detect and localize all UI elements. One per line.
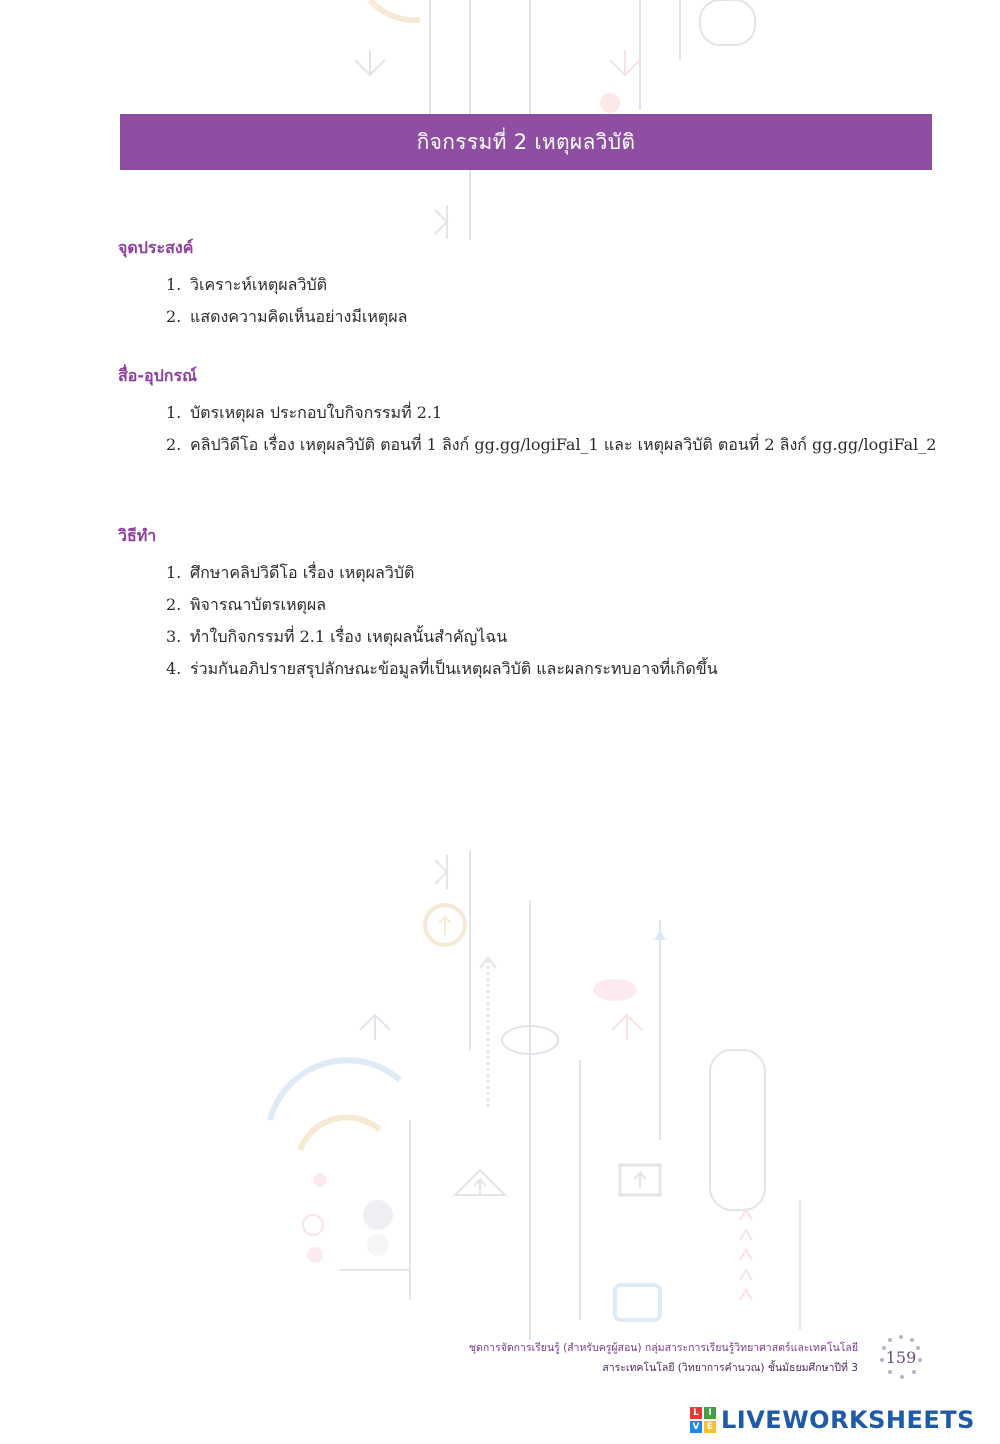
logo-letter: E xyxy=(704,1421,716,1433)
page-number: 159 xyxy=(885,1347,917,1367)
item-number: 2. xyxy=(166,595,182,614)
list-item xyxy=(118,653,948,685)
activity-title: กิจกรรมที่ 2 เหตุผลวิบัติ xyxy=(416,129,636,154)
item-number: 4. xyxy=(166,659,182,678)
procedure-section xyxy=(118,524,948,685)
objectives-section xyxy=(118,236,948,333)
item-text: ร่วมกันอภิปรายสรุปลักษณะข้อมูลที่เป็นเหตุผลวิบัติ และผลกระทบอาจที่เกิดขึ้น xyxy=(190,659,718,678)
item-number: 1. xyxy=(166,403,182,422)
list-item xyxy=(118,429,948,461)
item-text: บัตรเหตุผล ประกอบใบกิจกรรมที่ 2.1 xyxy=(190,403,443,422)
objectives-heading: จุดประสงค์ xyxy=(118,238,194,257)
list-item xyxy=(118,621,948,653)
list-item xyxy=(118,397,948,429)
item-text: ทำใบกิจกรรมที่ 2.1 เรื่อง เหตุผลนั้นสำคัญไฉน xyxy=(190,627,508,646)
list-item xyxy=(118,301,948,333)
item-number: 2. xyxy=(166,307,182,326)
materials-heading: สื่อ-อุปกรณ์ xyxy=(118,366,197,385)
footer-line-2: สาระเทคโนโลยี (วิทยาการคำนวณ) ชั้นมัธยมศึกษาปีที่ 3 xyxy=(602,1362,858,1374)
materials-section xyxy=(118,364,948,461)
procedure-heading: วิธีทำ xyxy=(118,526,157,545)
activity-title-banner xyxy=(120,114,932,170)
item-number: 1. xyxy=(166,563,182,582)
liveworksheets-logo[interactable] xyxy=(690,1406,975,1434)
logo-letter: I xyxy=(704,1407,716,1419)
item-number: 1. xyxy=(166,275,182,294)
list-item xyxy=(118,557,948,589)
logo-letter: L xyxy=(690,1407,702,1419)
item-text: ศึกษาคลิปวิดีโอ เรื่อง เหตุผลวิบัติ xyxy=(190,563,415,582)
item-number: 2. xyxy=(166,435,182,454)
item-text: คลิปวิดีโอ เรื่อง เหตุผลวิบัติ ตอนที่ 1 ลิงก์ gg.gg/logiFal_1 และ เหตุผลวิบัติ ตอนที่ 2 ลิงก์ gg.gg/logiFal_2 xyxy=(190,435,937,454)
page-number-badge xyxy=(878,1334,924,1380)
list-item xyxy=(118,269,948,301)
list-item xyxy=(118,589,948,621)
liveworksheets-logo-icon xyxy=(690,1407,716,1433)
item-text: วิเคราะห์เหตุผลวิบัติ xyxy=(190,275,327,294)
footer-line-1: ชุดการจัดการเรียนรู้ (สำหรับครูผู้สอน) กลุ่มสาระการเรียนรู้วิทยาศาสตร์และเทคโนโลยี xyxy=(468,1342,858,1354)
logo-letter: V xyxy=(690,1421,702,1433)
item-number: 3. xyxy=(166,627,182,646)
item-text: แสดงความคิดเห็นอย่างมีเหตุผล xyxy=(190,307,408,326)
liveworksheets-logo-text: LIVEWORKSHEETS xyxy=(721,1406,975,1434)
page-badge-dots-icon xyxy=(878,1334,924,1380)
item-text: พิจารณาบัตรเหตุผล xyxy=(190,595,327,614)
page-footer xyxy=(469,1338,858,1378)
